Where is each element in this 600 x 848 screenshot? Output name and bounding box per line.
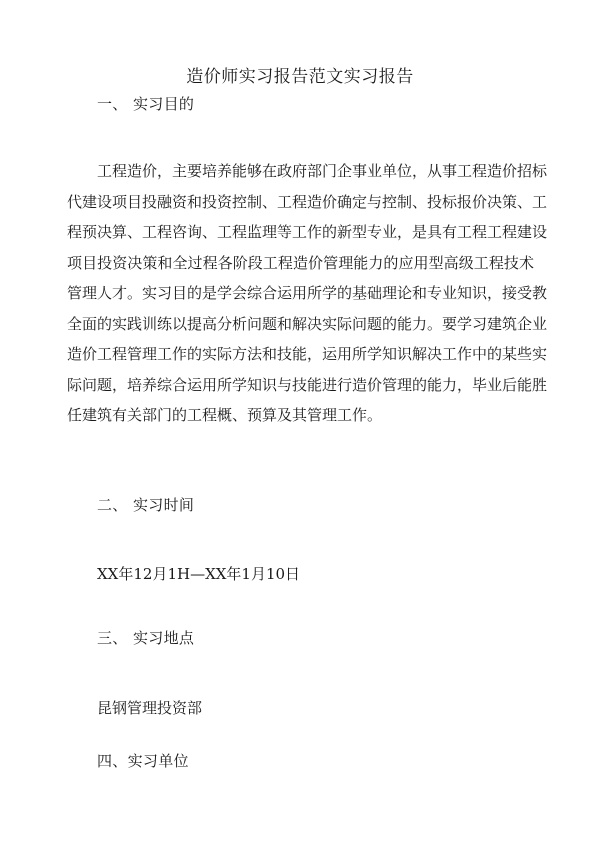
paragraph-line: 管理人才。实习目的是学会综合运用所学的基础理论和专业知识，接受教 [67, 284, 548, 302]
section-title: 实习单位 [127, 752, 189, 770]
section-number: 二、 [97, 496, 128, 514]
document-title: 造价师实习报告范文实习报告 [186, 67, 414, 87]
purpose-paragraph [67, 156, 548, 431]
internship-time-text: XX年12月1H—XX年1月10日 [97, 565, 301, 583]
section-heading-location [97, 627, 194, 648]
internship-location-text: 昆钢管理投资部 [97, 699, 203, 717]
section-number: 三、 [97, 629, 128, 647]
section-heading-purpose [97, 93, 194, 114]
section-title: 实习地点 [133, 629, 195, 647]
section-number: 四、 [97, 752, 128, 770]
section-title: 实习时间 [133, 496, 195, 514]
paragraph-line: 全面的实践训练以提高分析问题和解决实际问题的能力。要学习建筑企业 [67, 314, 548, 333]
paragraph-line: 代建设项目投融资和投资控制、工程造价确定与控制、投标报价决策、工 [67, 192, 548, 211]
paragraph-line: 项目投资决策和全过程各阶段工程造价管理能力的应用型高级工程技术 [67, 253, 534, 272]
paragraph-line: 造价工程管理工作的实际方法和技能，运用所学知识解决工作中的某些实 [67, 345, 548, 363]
paragraph-line: 际问题，培养综合运用所学知识与技能进行造价管理的能力，毕业后能胜 [67, 375, 548, 394]
section-heading-time [97, 494, 194, 515]
section-heading-unit [97, 750, 189, 771]
section-title: 实习目的 [133, 95, 195, 113]
section-number: 一、 [97, 95, 128, 113]
paragraph-line: 任建筑有关部门的工程概、预算及其管理工作。 [67, 406, 383, 424]
paragraph-line: 程预决算、工程咨询、工程监理等工作的新型专业，是具有工程工程建设 [67, 223, 548, 241]
paragraph-line: 工程造价，主要培养能够在政府部门企事业单位，从事工程造价招标 [97, 162, 548, 180]
